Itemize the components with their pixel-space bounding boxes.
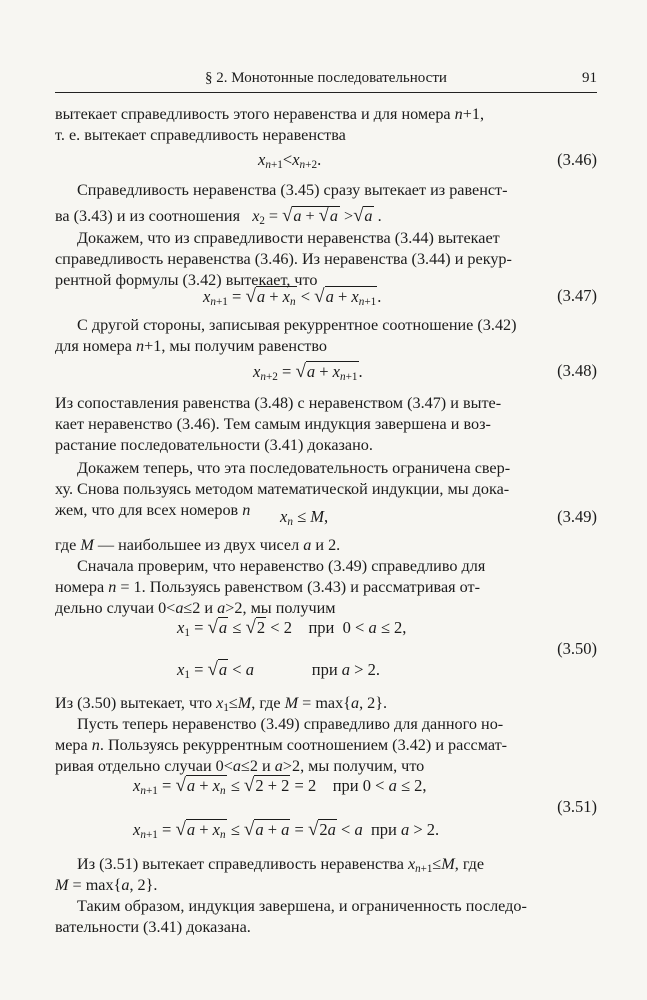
equation-3-47-number: (3.47) — [557, 286, 597, 305]
paragraph-8 — [55, 556, 597, 619]
paragraph-12-line-2: вательности (3.41) доказана. — [55, 918, 251, 936]
paragraph-6-line-2: ху. Снова пользуясь методом математической индукции, мы дока- — [55, 480, 510, 498]
paragraph-7 — [55, 535, 597, 556]
paragraph-10 — [55, 714, 597, 777]
paragraph-4 — [55, 315, 597, 357]
paragraph-11-line-2: M = max{a, 2}. — [55, 876, 158, 894]
equation-3-50-number: (3.50) — [557, 639, 597, 658]
equation-3-46-formula: $x_{n+1}<x_{n+2}$. — [258, 150, 322, 171]
paragraph-12 — [55, 896, 597, 938]
page-header — [55, 70, 597, 93]
equation-3-50-row-1: $x_1 = √a \le √2 < 2$ при 0 < a ≤ 2, — [177, 617, 407, 639]
paragraph-4-line-2: для номера n+1, мы получим равенство — [55, 337, 327, 355]
paragraph-6-line-3: жем, что для всех номеров n — [55, 501, 251, 519]
paragraph-8-line-2: номера n = 1. Пользуясь равенством (3.43) и рассматривая от- — [55, 578, 480, 596]
paragraph-2-line-2-text: ва (3.43) и из соотношения — [55, 207, 241, 225]
paragraph-3 — [55, 228, 597, 291]
equation-3-51-row-1: $x_{n+1} = √a + x_n \le √2 + 2 = 2$ при 0 < a ≤ 2, — [133, 775, 427, 797]
paragraph-8-line-1: Сначала проверим, что неравенство (3.49) справедливо для — [77, 557, 486, 575]
paragraph-10-line-3: ривая отдельно случаи 0<a≤2 и a>2, мы получим, что — [55, 757, 425, 775]
paragraph-10-line-1: Пусть теперь неравенство (3.49) справедливо для данного но- — [77, 715, 504, 733]
equation-3-47 — [55, 286, 597, 312]
running-head: § 2. Монотонные последовательности — [205, 70, 447, 86]
equation-3-51-row-2: $x_{n+1} = √a + x_n \le √a + a = √2a < a$ при a > 2. — [133, 819, 440, 841]
paragraph-11-line-1: Из (3.51) вытекает справедливость неравенства $x_{n+1}\le M$, где — [77, 855, 485, 875]
equation-3-48 — [55, 361, 597, 387]
paragraph-7-line-1: где M — наибольшее из двух чисел a и 2. — [55, 536, 341, 554]
equation-3-51-number: (3.51) — [557, 797, 597, 816]
paragraph-2-line-1: Справедливость неравенства (3.45) сразу вытекает из равенст- — [77, 181, 508, 199]
paragraph-3-line-1: Докажем, что из справедливости неравенства (3.44) вытекает — [77, 229, 500, 247]
paragraph-5-line-3: растание последовательности (3.41) доказано. — [55, 436, 373, 454]
equation-3-46-number: (3.46) — [557, 150, 597, 169]
paragraph-5 — [55, 393, 597, 456]
page-number: 91 — [582, 70, 597, 86]
paragraph-5-line-2: кает неравенство (3.46). Тем самым индукция завершена и воз- — [55, 415, 491, 433]
paragraph-8-line-3: дельно случаи 0<a≤2 и a>2, мы получим — [55, 599, 336, 617]
paragraph-1-line-1: вытекает справедливость этого неравенства и для номера n+1, — [55, 105, 485, 123]
paragraph-10-line-2: мера n. Пользуясь рекуррентным соотношением (3.42) и рассмат- — [55, 736, 508, 754]
equation-3-51 — [55, 775, 597, 847]
paragraph-6-line-1: Докажем теперь, что эта последовательность ограничена свер- — [77, 459, 511, 477]
paragraph-5-line-1: Из сопоставления равенства (3.48) с неравенством (3.47) и выте- — [55, 394, 502, 412]
paragraph-2-formula: $x_2 = √a + √a >√a$ . — [252, 205, 382, 227]
paragraph-2 — [55, 180, 597, 227]
paragraph-11 — [55, 854, 597, 896]
paragraph-12-line-1: Таким образом, индукция завершена, и ограниченность последо- — [77, 897, 527, 915]
equation-3-47-formula: $x_{n+1} = √a + x_n < √a + x_{n+1}$. — [203, 286, 382, 308]
paragraph-4-line-1: С другой стороны, записывая рекуррентное соотношение (3.42) — [77, 316, 517, 334]
equation-3-50-row-2: $x_1 = √a < a$ при a > 2. — [177, 659, 380, 681]
paragraph-1-line-2: т. е. вытекает справедливость неравенства — [55, 126, 346, 144]
paragraph-2-line-2 — [55, 205, 597, 227]
equation-3-48-formula: $x_{n+2} = √a + x_{n+1}$. — [253, 361, 363, 383]
equation-3-48-number: (3.48) — [557, 361, 597, 380]
paragraph-1 — [55, 104, 597, 146]
equation-3-49 — [55, 507, 597, 533]
paragraph-9-line-1: Из (3.50) вытекает, что $x_1\le M$, где M = max{a, 2}. — [55, 694, 388, 714]
equation-3-50 — [55, 617, 597, 687]
paragraph-9 — [55, 693, 597, 714]
equation-3-46 — [55, 150, 597, 176]
equation-3-49-formula: $x_n \le M$, — [280, 507, 329, 528]
equation-3-49-number: (3.49) — [557, 507, 597, 526]
paragraph-3-line-3: рентной формулы (3.42) вытекает, что — [55, 271, 318, 289]
paragraph-3-line-2: справедливость неравенства (3.46). Из неравенства (3.44) и рекур- — [55, 250, 512, 268]
